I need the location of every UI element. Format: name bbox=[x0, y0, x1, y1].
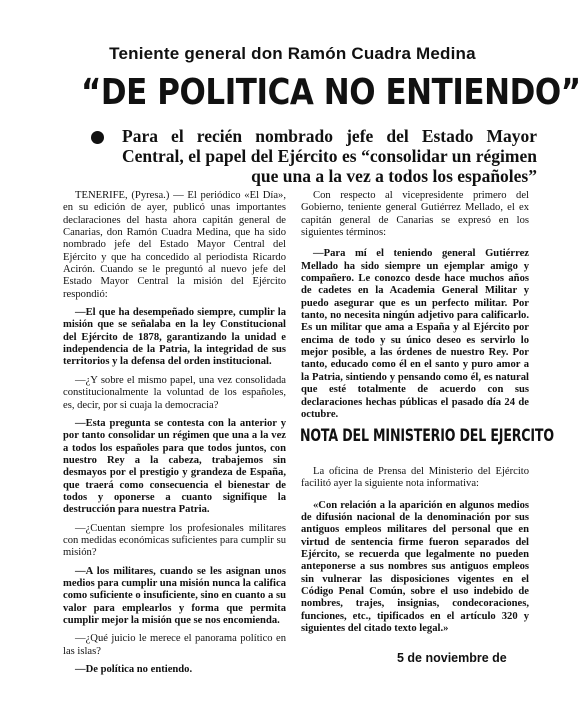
paragraph: —Esta pregunta se contesta con la anterior y por tanto consolidar un régimen que una a la vez a todos los españoles para que todos juntos, con nuestro Rey a la cabeza, trabajemos sin desmayos por el prestigio y grandeza de España, que traerá como consecuencia el bienestar de todos y oponerse a cuanto signifique la destrucción para nuestra Patria. bbox=[63, 417, 286, 516]
paragraph: —¿Qué juicio le merece el panorama político en las islas? bbox=[63, 633, 286, 657]
paragraph: TENERIFE, (Pyresa.) — El periódico «El Día», en su edición de ayer, publicó unas importantes declaraciones del hasta ahora capitán general de Canarias, don Ramón Cuadra Medina, que ha sido nombrado jefe del Estado Mayor Central del Ejército y que ha concedido al periodista Ricardo Acirón. Cuando se le preguntó al nuevo jefe del Estado Mayor Central la misión del Ejército respondió: bbox=[63, 190, 286, 300]
dateline: 5 de noviembre de bbox=[397, 651, 507, 665]
right-column bbox=[301, 190, 529, 421]
paragraph: —¿Y sobre el mismo papel, una vez consolidada constitucionalmente la voluntad de los españoles, es, decir, por si cuaja la democracia? bbox=[63, 374, 286, 411]
bullet-icon bbox=[91, 131, 104, 144]
paragraph: Con respecto al vicepresidente primero del Gobierno, teniente general Gutiérrez Mellado, el ex capitán general de Canarias se expresó en los siguientes términos: bbox=[301, 190, 529, 239]
section-title: NOTA DEL MINISTERIO DEL EJERCITO bbox=[300, 426, 554, 446]
paragraph: —De política no entiendo. bbox=[75, 664, 193, 676]
paragraph: «Con relación a la aparición en algunos medios de difusión nacional de la denominación por sus antiguos empleos militares del personal que en virtud de sentencia firme fueron separados del Ejército, se recuerda que legalmente no pueden anteponerse a sus nombres sus antiguos empleos sin vulnerar las disposiciones vigentes en el Código Penal Común, sobre el uso indebido de nombres, trajes, insignias, condecoraciones, funciones, etc., tipificados en el artículo 320 y siguientes del citado texto legal.» bbox=[301, 499, 529, 635]
kicker: Teniente general don Ramón Cuadra Medina bbox=[109, 44, 476, 63]
paragraph: La oficina de Prensa del Ministerio del Ejército facilitó ayer la siguiente nota informativa: bbox=[301, 466, 529, 490]
left-column bbox=[63, 190, 286, 676]
paragraph: —El que ha desempeñado siempre, cumplir la misión que se señalaba en la ley Constitucional del Ejército de 1878, garantizando la unidad e independencia de la Patria, la integridad de sus territorios y la defensa del orden institucional. bbox=[63, 307, 286, 368]
subheadline: Para el recién nombrado jefe del Estado Mayor Central, el papel del Ejército es “consolidar un régimen que una a la vez a todos los españoles” bbox=[122, 126, 537, 186]
paragraph: —A los militares, cuando se les asignan unos medios para cumplir una misión nunca la califica como suficiente o insuficiente, sino en cuanto a su valor para emplearlos y forma que permita cumplir mejor la misión que se nos encomienda. bbox=[63, 565, 286, 626]
note-column bbox=[301, 466, 529, 635]
paragraph: —¿Cuentan siempre los profesionales militares con medidas económicas suficientes para cumplir su misión? bbox=[63, 522, 286, 559]
headline: “DE POLITICA NO ENTIENDO” bbox=[81, 72, 581, 113]
paragraph: —Para mí el teniendo general Gutiérrez Mellado ha sido siempre un ejemplar amigo y compañero. Le conozco desde hace muchos años de cadetes en la Academia General Militar y puedo asegurar que es un perfecto militar. Por tanto, no necesita ningún adjetivo para calificarlo. Es un militar que ama a España y al Ejército por encima de todo y su único deseo es servirlo lo mejor posible, a las órdenes de nuestro Rey. Por tanto, educado como él en el santo y puro amor a la Patria, sintiendo y pensando como él, es natural que esté totalmente de acuerdo con sus declaraciones hechas públicas el pasado día 24 de octubre. bbox=[301, 248, 529, 420]
